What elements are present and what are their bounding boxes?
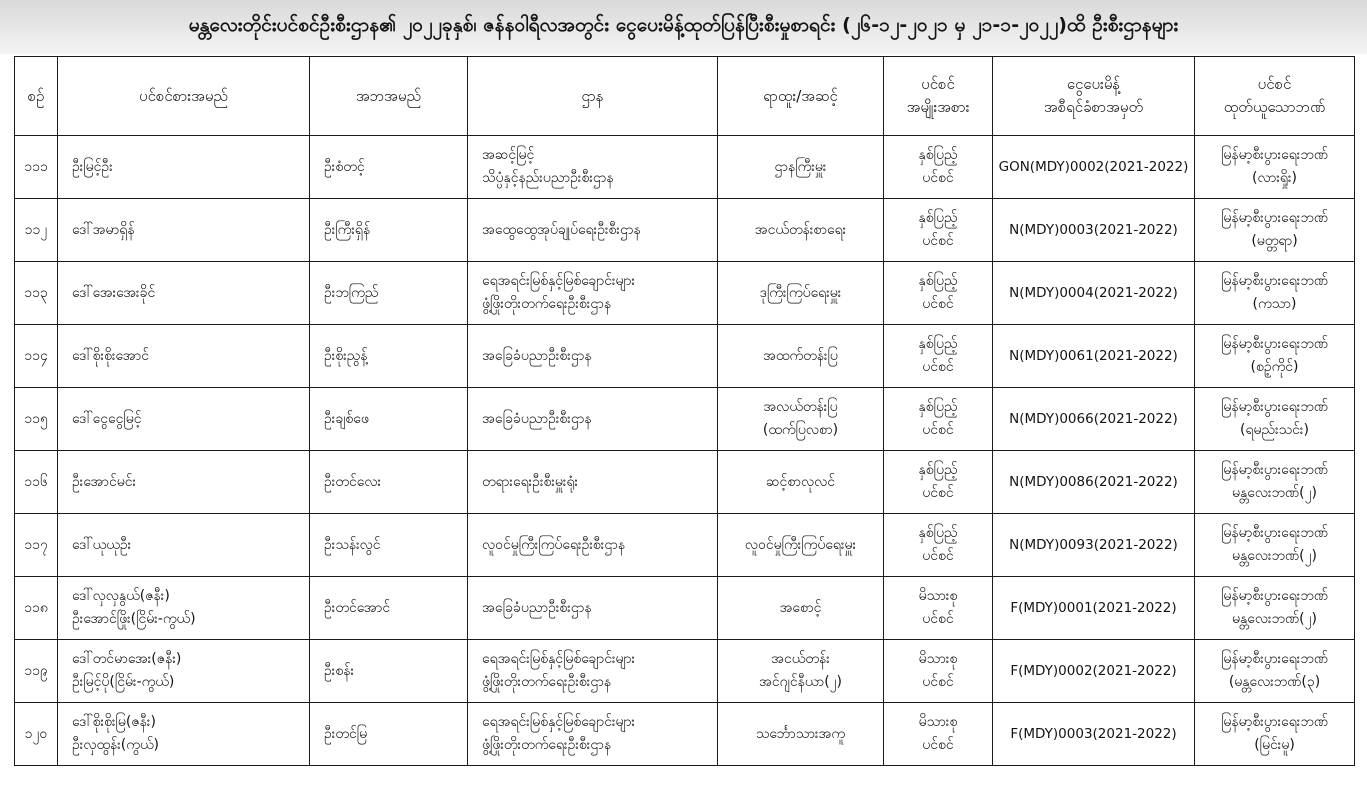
- cell-pension-type-line: ပင်စင်: [922, 170, 954, 186]
- cell-bank: [1195, 136, 1355, 199]
- cell-license-number-line: N(MDY)0086(2021-2022): [1009, 473, 1178, 490]
- cell-department-line: အဆင့်မြင့်: [482, 147, 535, 163]
- cell-father-name-line: ဦးသန်းလွင်: [324, 536, 381, 553]
- cell-department-line: တရားရေးဦးစီးမှူးရုံး: [482, 473, 579, 490]
- cell-serial: ၁၁၈: [15, 577, 58, 640]
- cell-department: [468, 640, 718, 703]
- cell-license-number: [993, 262, 1195, 325]
- cell-pension-type-line: နှစ်ပြည့်: [918, 147, 958, 163]
- table-row: [15, 388, 1355, 451]
- header-serial: [15, 57, 58, 136]
- cell-pension-type-line: ပင်စင်: [922, 422, 954, 438]
- cell-position-line: အစောင့်: [779, 599, 822, 616]
- cell-license-number: [993, 199, 1195, 262]
- cell-father-name-line: ဦးတင်လေး: [324, 473, 381, 490]
- cell-pension-type-line: ပင်စင်: [922, 674, 954, 690]
- cell-bank: [1195, 262, 1355, 325]
- cell-father-name: [310, 640, 468, 703]
- cell-father-name-line: ဦးတင်အောင်: [324, 599, 391, 616]
- table-header-row: [15, 57, 1355, 136]
- cell-position: [718, 514, 884, 577]
- cell-department: [468, 136, 718, 199]
- header-pensioner-name: [58, 57, 310, 136]
- cell-father-name-line: ဦးတင်မြ: [324, 725, 368, 742]
- header-license-number: [993, 57, 1195, 136]
- cell-father-name: [310, 136, 468, 199]
- cell-bank: [1195, 703, 1355, 766]
- cell-bank-line: မြန်မာ့စီးပွားရေးဘဏ်: [1221, 336, 1328, 352]
- cell-license-number: [993, 577, 1195, 640]
- cell-license-number-line: N(MDY)0093(2021-2022): [1009, 536, 1178, 553]
- cell-position-line: အငယ်တန်း: [771, 651, 830, 667]
- cell-bank: [1195, 640, 1355, 703]
- cell-license-number-line: N(MDY)0004(2021-2022): [1009, 284, 1178, 301]
- cell-serial: ၁၁၆: [15, 451, 58, 514]
- cell-position: [718, 640, 884, 703]
- cell-pension-type-line: မိသားစု: [918, 651, 958, 667]
- cell-license-number: [993, 136, 1195, 199]
- cell-pension-type-line: နှစ်ပြည့်: [918, 210, 958, 226]
- cell-license-number-line: N(MDY)0003(2021-2022): [1009, 221, 1178, 238]
- cell-license-number-line: F(MDY)0001(2021-2022): [1010, 599, 1177, 616]
- cell-pensioner-name-line: ဒေါ်အမာရှိန်: [72, 221, 135, 238]
- cell-serial: ၁၁၇: [15, 514, 58, 577]
- table-row: [15, 514, 1355, 577]
- pension-table-container: [14, 56, 1354, 766]
- cell-department: [468, 199, 718, 262]
- cell-pension-type-line: ပင်စင်: [922, 611, 954, 627]
- cell-bank-line: မြန်မာ့စီးပွားရေးဘဏ်: [1221, 147, 1328, 163]
- header-line: ထုတ်ယူသောဘဏ်: [1223, 98, 1326, 116]
- cell-father-name: [310, 514, 468, 577]
- cell-bank-line: မြန်မာ့စီးပွားရေးဘဏ်: [1221, 588, 1328, 604]
- cell-bank-line: (မန္တလေးဘဏ်(၃): [1228, 674, 1321, 690]
- cell-position: [718, 325, 884, 388]
- table-row: [15, 199, 1355, 262]
- header-line: အစီရင်ခံစာအမှတ်: [1043, 98, 1144, 116]
- cell-pensioner-name: [58, 640, 310, 703]
- cell-department-line: အခြေခံပညာဦးစီးဌာန: [482, 347, 592, 364]
- table-row: [15, 640, 1355, 703]
- cell-pensioner-name: [58, 136, 310, 199]
- header-line: ရာထူး/အဆင့်: [763, 86, 838, 105]
- cell-department: [468, 577, 718, 640]
- cell-pension-type-line: နှစ်ပြည့်: [918, 399, 958, 415]
- cell-pension-type: [884, 514, 993, 577]
- cell-father-name-line: ဦးစန်း: [324, 662, 354, 679]
- header-bank: [1195, 57, 1355, 136]
- header-department: [468, 57, 718, 136]
- cell-license-number-line: F(MDY)0002(2021-2022): [1010, 662, 1177, 679]
- cell-license-number: [993, 451, 1195, 514]
- cell-pension-type: [884, 199, 993, 262]
- cell-father-name: [310, 703, 468, 766]
- cell-position: [718, 388, 884, 451]
- cell-pension-type-line: မိသားစု: [918, 714, 958, 730]
- cell-serial: ၁၁၁: [15, 136, 58, 199]
- document-title: မန္တလေးတိုင်းပင်စင်ဦးစီးဌာန၏ ၂၀၂၂ခုနှစ်၊ ဇန်နဝါရီလအတွင်း ငွေပေးမိန့်ထုတ်ပြန်ပြီးစီးမှုစာရင်း (၂၆-၁၂-၂၀၂၁ မှ ၂၁-၁-၂၀၂၂)ထိ ဦးစီးဌာနများ: [0, 0, 1367, 54]
- cell-pensioner-name-line: ဦးအောင်မင်း: [72, 473, 137, 490]
- cell-pensioner-name-line: ဒေါ်စိုးစိုးမြ(ဇနီး): [72, 714, 156, 730]
- header-position: [718, 57, 884, 136]
- cell-pensioner-name-line: ဒေါ်ငွေငွေမြင့်: [72, 410, 142, 427]
- cell-department-line: ဖွံ့ဖြိုးတိုးတက်ရေးဦးစီးဌာန: [482, 737, 612, 753]
- cell-position: [718, 199, 884, 262]
- header-pension-type: [884, 57, 993, 136]
- header-line: အမျိုးအစား: [906, 98, 970, 116]
- cell-bank: [1195, 451, 1355, 514]
- cell-department-line: အခြေခံပညာဦးစီးဌာန: [482, 410, 592, 427]
- cell-serial: ၁၂၀: [15, 703, 58, 766]
- cell-position-line: အင်ဂျင်နီယာ(၂): [759, 674, 842, 690]
- cell-department-line: ရေအရင်းမြစ်နှင့်မြစ်ချောင်းများ: [482, 273, 636, 289]
- cell-pension-type-line: မိသားစု: [918, 588, 958, 604]
- cell-bank-line: (မြင်းမူ): [1254, 737, 1295, 753]
- cell-pension-type-line: ပင်စင်: [922, 359, 954, 375]
- cell-pension-type: [884, 577, 993, 640]
- cell-position: [718, 703, 884, 766]
- cell-position-line: အထက်တန်းပြ: [763, 347, 838, 364]
- cell-bank-line: (လားရှိုး): [1252, 170, 1297, 186]
- cell-position-line: အငယ်တန်းစာရေး: [754, 221, 847, 238]
- cell-pensioner-name-line: ဒေါ်အေးအေးခိုင်: [72, 284, 156, 301]
- cell-department-line: လူဝင်မှုကြီးကြပ်ရေးဦးစီးဌာန: [482, 536, 626, 553]
- cell-bank-line: မြန်မာ့စီးပွားရေးဘဏ်: [1221, 399, 1328, 415]
- cell-bank-line: မြန်မာ့စီးပွားရေးဘဏ်: [1221, 273, 1328, 289]
- cell-department-line: အထွေထွေအုပ်ချုပ်ရေးဦးစီးဌာန: [482, 221, 641, 238]
- cell-license-number-line: N(MDY)0066(2021-2022): [1009, 410, 1178, 427]
- cell-position-line: (ထက်ပြလစာ): [762, 422, 839, 438]
- cell-license-number: [993, 640, 1195, 703]
- cell-department-line: ဖွံ့ဖြိုးတိုးတက်ရေးဦးစီးဌာန: [482, 674, 612, 690]
- cell-pension-type-line: ပင်စင်: [922, 296, 954, 312]
- cell-pension-type: [884, 640, 993, 703]
- header-line: ဌာန: [581, 86, 604, 105]
- cell-pensioner-name: [58, 199, 310, 262]
- header-line: ပင်စင်စားအမည်: [139, 86, 228, 105]
- cell-pensioner-name: [58, 514, 310, 577]
- cell-serial: ၁၁၂: [15, 199, 58, 262]
- table-row: [15, 262, 1355, 325]
- cell-bank-line: (ကသာ): [1252, 296, 1297, 312]
- cell-pensioner-name: [58, 262, 310, 325]
- header-line: ပင်စင်: [921, 75, 955, 93]
- cell-position-line: ဆင့်စာလုလင်: [766, 473, 835, 490]
- cell-bank-line: မြန်မာ့စီးပွားရေးဘဏ်: [1221, 210, 1328, 226]
- cell-department-line: ရေအရင်းမြစ်နှင့်မြစ်ချောင်းများ: [482, 714, 636, 730]
- cell-pensioner-name-line: ဒေါ်တင်မာအေး(ဇနီး): [72, 651, 182, 667]
- cell-serial: ၁၁၄: [15, 325, 58, 388]
- cell-position-line: ဌာနကြီးမှူး: [774, 158, 827, 175]
- cell-pension-type-line: နှစ်ပြည့်: [918, 273, 958, 289]
- header-line: ငွေပေးမိန့်: [1066, 75, 1121, 93]
- cell-father-name-line: ဦးဘကြည်: [324, 284, 379, 301]
- cell-position-line: လူဝင်မှုကြီးကြပ်ရေးမှူး: [744, 536, 857, 553]
- cell-department: [468, 325, 718, 388]
- cell-pension-type-line: နှစ်ပြည့်: [918, 336, 958, 352]
- cell-position: [718, 136, 884, 199]
- cell-bank-line: မြန်မာ့စီးပွားရေးဘဏ်: [1221, 462, 1328, 478]
- cell-father-name-line: ဦးစိုးညွန့်: [324, 347, 368, 364]
- cell-pension-type-line: ပင်စင်: [922, 233, 954, 249]
- table-row: [15, 703, 1355, 766]
- cell-serial: ၁၁၅: [15, 388, 58, 451]
- pension-table: [14, 56, 1355, 766]
- cell-bank-line: မြန်မာ့စီးပွားရေးဘဏ်: [1221, 714, 1328, 730]
- cell-bank-line: မန္တလေးဘဏ်(၂): [1232, 611, 1317, 627]
- cell-pension-type-line: ပင်စင်: [922, 737, 954, 753]
- cell-father-name: [310, 262, 468, 325]
- cell-position: [718, 577, 884, 640]
- header-father-name: [310, 57, 468, 136]
- cell-license-number-line: F(MDY)0003(2021-2022): [1010, 725, 1177, 742]
- cell-pensioner-name-line: ဦးလှထွန်း(ကွယ်): [72, 737, 159, 753]
- cell-pension-type: [884, 388, 993, 451]
- cell-bank-line: မန္တလေးဘဏ်(၂): [1232, 485, 1317, 501]
- header-line: ပင်စင်: [1257, 75, 1292, 93]
- cell-pensioner-name-line: ဒေါ်ယုယုဦး: [72, 536, 132, 553]
- cell-pensioner-name: [58, 577, 310, 640]
- cell-pensioner-name-line: ဒေါ်လှလှနွယ်(ဇနီး): [72, 588, 170, 604]
- cell-department-line: အခြေခံပညာဦးစီးဌာန: [482, 599, 592, 616]
- cell-father-name-line: ဦးစံတင့်: [324, 158, 365, 175]
- table-row: [15, 451, 1355, 514]
- cell-pensioner-name: [58, 388, 310, 451]
- cell-bank-line: (မတ္တရာ): [1251, 233, 1298, 249]
- table-row: [15, 577, 1355, 640]
- cell-bank: [1195, 199, 1355, 262]
- cell-license-number-line: GON(MDY)0002(2021-2022): [998, 158, 1189, 175]
- cell-pension-type: [884, 136, 993, 199]
- cell-bank-line: မန္တလေးဘဏ်(၂): [1232, 548, 1317, 564]
- cell-bank-line: မြန်မာ့စီးပွားရေးဘဏ်: [1221, 525, 1328, 541]
- cell-pension-type-line: ပင်စင်: [922, 548, 954, 564]
- cell-position: [718, 262, 884, 325]
- cell-pensioner-name: [58, 325, 310, 388]
- header-line: စဉ်: [27, 86, 45, 105]
- cell-pension-type-line: ပင်စင်: [922, 485, 954, 501]
- cell-department: [468, 514, 718, 577]
- cell-pensioner-name-line: ဦးမြင့်ပို(ငြိမ်း-ကွယ်): [72, 674, 175, 690]
- cell-position: [718, 451, 884, 514]
- cell-pensioner-name: [58, 451, 310, 514]
- cell-pension-type: [884, 451, 993, 514]
- cell-license-number: [993, 325, 1195, 388]
- table-row: [15, 325, 1355, 388]
- cell-bank: [1195, 577, 1355, 640]
- cell-pension-type-line: နှစ်ပြည့်: [918, 462, 958, 478]
- cell-father-name: [310, 451, 468, 514]
- cell-father-name: [310, 577, 468, 640]
- cell-bank-line: မြန်မာ့စီးပွားရေးဘဏ်: [1221, 651, 1328, 667]
- cell-serial: ၁၁၉: [15, 640, 58, 703]
- cell-father-name-line: ဦးကြီးရှိန်: [324, 221, 371, 238]
- cell-pensioner-name-line: ဒေါ်စိုးစိုးအောင်: [72, 347, 149, 364]
- cell-pensioner-name-line: ဦးအောင်ဖြိုး(ငြိမ်း-ကွယ်): [72, 611, 196, 627]
- cell-father-name: [310, 199, 468, 262]
- cell-license-number: [993, 703, 1195, 766]
- cell-pension-type: [884, 703, 993, 766]
- cell-department: [468, 388, 718, 451]
- cell-bank: [1195, 514, 1355, 577]
- cell-department-line: ရေအရင်းမြစ်နှင့်မြစ်ချောင်းများ: [482, 651, 636, 667]
- cell-father-name: [310, 325, 468, 388]
- cell-department-line: သိပ္ပံနှင့်နည်းပညာဦးစီးဌာန: [482, 170, 614, 186]
- table-row: [15, 136, 1355, 199]
- cell-position-line: သင်္ဘောသားအကူ: [755, 725, 846, 742]
- cell-bank-line: (စဉ့်ကိုင်): [1250, 359, 1299, 375]
- cell-license-number: [993, 514, 1195, 577]
- cell-bank: [1195, 325, 1355, 388]
- cell-department-line: ဖွံ့ဖြိုးတိုးတက်ရေးဦးစီးဌာန: [482, 296, 612, 312]
- cell-department: [468, 451, 718, 514]
- cell-position-line: အလယ်တန်းပြ: [763, 399, 838, 415]
- cell-bank-line: (ရမည်းသင်း): [1240, 422, 1309, 438]
- header-line: အဘအမည်: [355, 86, 422, 105]
- cell-license-number-line: N(MDY)0061(2021-2022): [1009, 347, 1178, 364]
- cell-pensioner-name-line: ဦးမြင့်ဦး: [72, 158, 113, 175]
- cell-department: [468, 703, 718, 766]
- cell-pension-type-line: နှစ်ပြည့်: [918, 525, 958, 541]
- cell-pension-type: [884, 262, 993, 325]
- cell-license-number: [993, 388, 1195, 451]
- cell-serial: ၁၁၃: [15, 262, 58, 325]
- cell-bank: [1195, 388, 1355, 451]
- cell-department: [468, 262, 718, 325]
- cell-father-name-line: ဦးချစ်ဖေ: [324, 410, 369, 427]
- table-body: [15, 136, 1355, 766]
- cell-pensioner-name: [58, 703, 310, 766]
- cell-position-line: ဒုကြီးကြပ်ရေးမှူး: [759, 284, 842, 301]
- cell-pension-type: [884, 325, 993, 388]
- cell-father-name: [310, 388, 468, 451]
